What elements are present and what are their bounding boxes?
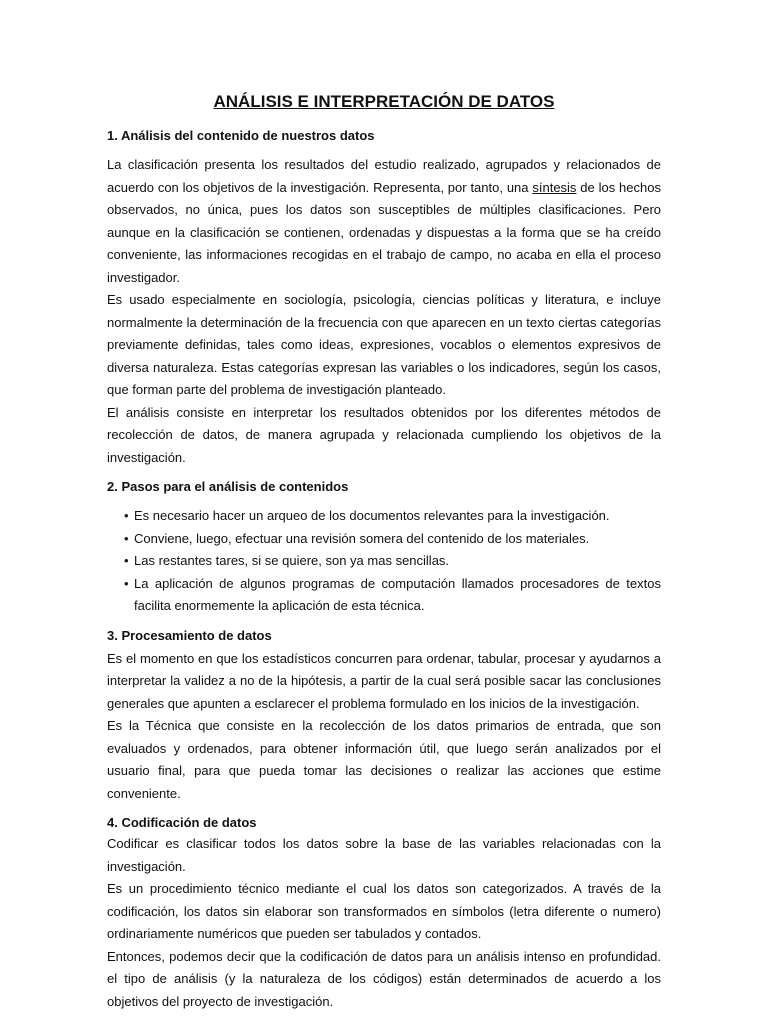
bullet-item: • Conviene, luego, efectuar una revisión somera del contenido de los materiales. xyxy=(125,528,661,551)
section-1-paragraph-1-text-a: La clasificación presenta los resultados del estudio realizado, agrupados y relacionados de acuerdo con los objetivos de la investigación. Representa, por tanto, una xyxy=(107,157,661,195)
bullet-item: • La aplicación de algunos programas de computación llamados procesadores de textos facilita enormemente la aplicación de esta técnica. xyxy=(125,573,661,618)
bullet-item: • Las restantes tares, si se quiere, son ya mas sencillas. xyxy=(125,550,661,573)
section-1-heading: 1. Análisis del contenido de nuestros datos xyxy=(107,128,375,143)
document-title: ANÁLISIS E INTERPRETACIÓN DE DATOS xyxy=(213,92,555,111)
section-4-paragraph-3: Entonces, podemos decir que la codificación de datos para un análisis intenso en profundidad. el tipo de análisis (y la naturaleza de los códigos) están determinados de acuerdo a los objetivos del proyecto de investigación. xyxy=(107,948,661,1009)
section-1-paragraph-1 xyxy=(107,154,661,289)
section-1-paragraph-1-text-b: de los hechos observados, no única, pues los datos son susceptibles de múltiples clasificaciones. Pero aunque en la clasificación se contienen, ordenadas y dispuestas a la forma que se ha creído conveniente, las informaciones recogidas en el trabajo de campo, no acaba en ella el proceso investigador. xyxy=(107,179,661,285)
section-1-paragraph-3: El análisis consiste en interpretar los resultados obtenidos por los diferentes métodos de recolección de datos, de manera agrupada y relacionada cumpliendo los objetivos de la investigación. xyxy=(107,404,661,465)
section-4-paragraph-1: Codificar es clasificar todos los datos sobre la base de las variables relacionadas con la investigación. xyxy=(107,836,661,874)
section-4-heading: 4. Codificación de datos xyxy=(107,815,257,830)
section-2-heading: 2. Pasos para el análisis de contenidos xyxy=(107,479,349,494)
section-4-paragraph-2: Es un procedimiento técnico mediante el cual los datos son categorizados. A través de la codificación, los datos sin elaborar son transformados en símbolos (letra diferente o numero) ordinariamente numéricos que pueden ser tabulados y contados. xyxy=(107,881,661,941)
underlined-word-sintesis: síntesis xyxy=(532,179,577,195)
steps-bullet-list xyxy=(107,505,661,618)
section-3-heading: 3. Procesamiento de datos xyxy=(107,627,272,643)
bullet-item: • Es necesario hacer un arqueo de los documentos relevantes para la investigación. xyxy=(125,505,661,528)
section-3-paragraph-2: Es la Técnica que consiste en la recolección de los datos primarios de entrada, que son evaluados y ordenados, para obtener información útil, que luego serán analizados por el usuario final, para que pueda tomar las decisiones o realizar las acciones que estime conveniente. xyxy=(107,718,661,801)
section-3-paragraph-1: Es el momento en que los estadísticos concurren para ordenar, tabular, procesar y ayudarnos a interpretar la validez a no de la hipótesis, a partir de la cual será posible sacar las conclusiones generales que apunten a esclarecer el problema formulado en los inicios de la investigación. xyxy=(107,650,661,711)
section-1-paragraph-2: Es usado especialmente en sociología, psicología, ciencias políticas y literatura, e incluye normalmente la determinación de la frecuencia con que aparecen en un texto ciertas categorías previamente definidas, tales como ideas, expresiones, vocablos o elementos expresivos de diversa naturaleza. Estas categorías expresan las variables o los indicadores, según los casos, que forman parte del problema de investigación planteado. xyxy=(107,292,661,397)
